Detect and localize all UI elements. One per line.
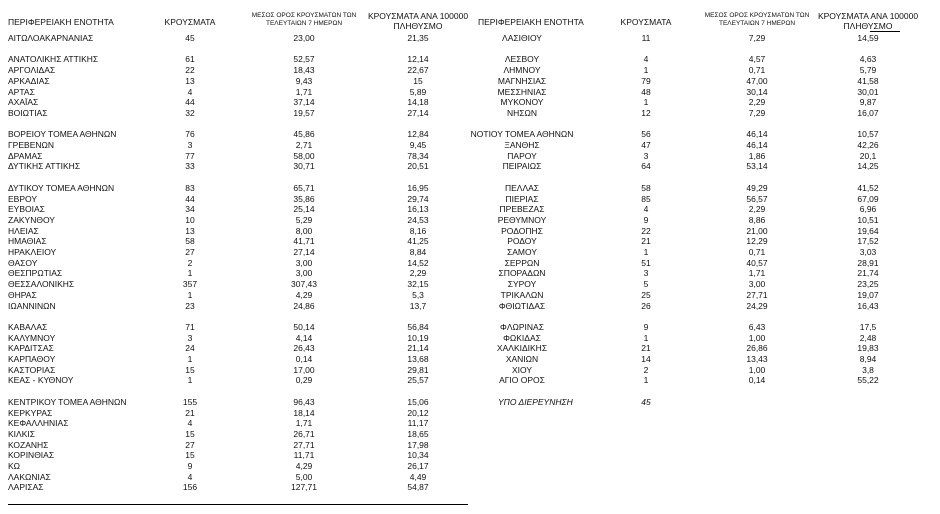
left-cases-cell: 58 bbox=[185, 236, 195, 247]
right-per-cell: 41,58 bbox=[857, 75, 879, 86]
left-cases-cell: 13 bbox=[185, 75, 195, 86]
left-region-cell: ΚΑΒΑΛΑΣ bbox=[8, 321, 48, 332]
left-per-cell: 16,13 bbox=[407, 204, 429, 215]
left-avg-cell: 0,14 bbox=[295, 354, 313, 364]
right-per-cell: 9,87 bbox=[859, 97, 877, 108]
left-avg-cell: 127,71 bbox=[291, 482, 317, 493]
right-header-region: ΠΕΡΙΦΕΡΕΙΑΚΗ ΕΝΟΤΗΤΑ bbox=[478, 17, 584, 27]
left-cases-cell: 76 bbox=[185, 129, 195, 140]
left-avg-cell: 8,00 bbox=[295, 225, 313, 236]
left-per-cell: 2,29 bbox=[409, 268, 427, 279]
right-avg-cell: 26,86 bbox=[746, 343, 768, 354]
right-region-cell: ΣΕΡΡΩΝ bbox=[504, 257, 540, 268]
left-region-cell: ΚΑΛΥΜΝΟΥ bbox=[8, 332, 56, 343]
left-avg-cell: 2,71 bbox=[295, 140, 313, 150]
left-cases-cell: 1 bbox=[187, 289, 193, 300]
left-cases-cell: 83 bbox=[185, 182, 195, 193]
left-cases-cell: 77 bbox=[185, 150, 195, 161]
left-avg-cell: 5,00 bbox=[295, 471, 313, 482]
left-per-cell: 13,7 bbox=[409, 300, 427, 311]
left-region-cell: ΚΑΣΤΟΡΙΑΣ bbox=[8, 364, 56, 375]
left-avg-cell: 1,71 bbox=[295, 86, 313, 97]
left-region-cell: ΛΑΡΙΣΑΣ bbox=[8, 482, 44, 493]
left-per-cell: 20,12 bbox=[407, 407, 429, 418]
left-per-cell: 29,74 bbox=[407, 193, 429, 204]
right-avg-cell: 6,43 bbox=[748, 321, 766, 332]
left-cases-cell: 15 bbox=[185, 450, 195, 461]
left-cases-cell: 3 bbox=[187, 140, 193, 150]
left-avg-cell: 3,00 bbox=[295, 257, 313, 268]
right-avg-cell: 53,14 bbox=[746, 161, 768, 172]
right-cases-cell: 3 bbox=[643, 150, 649, 161]
right-avg-cell: 56,57 bbox=[746, 193, 768, 204]
right-per-cell: 41,52 bbox=[857, 182, 879, 193]
left-cases-cell: 9 bbox=[187, 461, 193, 471]
right-cases-cell: 1 bbox=[643, 65, 649, 76]
right-avg-cell: 1,00 bbox=[748, 332, 766, 343]
right-avg-cell: 27,71 bbox=[746, 289, 768, 300]
right-region-cell: ΛΗΜΝΟΥ bbox=[503, 65, 541, 76]
left-per-cell: 25,57 bbox=[407, 375, 429, 386]
left-cases-cell: 27 bbox=[185, 439, 195, 450]
left-avg-cell: 4,29 bbox=[295, 461, 313, 471]
left-avg-cell: 24,86 bbox=[293, 300, 315, 311]
right-cases-cell: 58 bbox=[641, 182, 651, 193]
left-region-cell: ΘΑΣΟΥ bbox=[8, 257, 38, 268]
left-header-avg-line1: ΜΕΣΟΣ ΟΡΟΣ ΚΡΟΥΣΜΑΤΩΝ ΤΩΝ bbox=[251, 12, 357, 19]
left-cases-cell: 13 bbox=[185, 225, 195, 236]
right-avg-cell: 49,29 bbox=[746, 182, 768, 193]
right-per-cell: 28,91 bbox=[857, 257, 879, 268]
right-region-cell: ΛΑΣΙΘΙΟΥ bbox=[502, 33, 542, 43]
left-cases-cell: 15 bbox=[185, 428, 195, 439]
right-region-cell: ΑΓΙΟ ΟΡΟΣ bbox=[499, 375, 545, 386]
right-region-cell: ΣΥΡΟΥ bbox=[507, 279, 537, 290]
right-avg-cell: 2,29 bbox=[748, 204, 766, 215]
right-cases-cell: 47 bbox=[641, 140, 651, 150]
left-header-per-line1: ΚΡΟΥΣΜΑΤΑ ΑΝΑ 100000 bbox=[367, 11, 469, 21]
left-region-cell: ΔΥΤΙΚΗΣ ΑΤΤΙΚΗΣ bbox=[8, 161, 81, 172]
right-region-cell: ΧΑΝΙΩΝ bbox=[505, 354, 539, 364]
right-per-cell: 14,25 bbox=[857, 161, 879, 172]
left-per-cell: 56,84 bbox=[407, 321, 429, 332]
left-avg-cell: 17,00 bbox=[293, 364, 315, 375]
right-cases-cell: 1 bbox=[643, 332, 649, 343]
right-region-cell: ΠΙΕΡΙΑΣ bbox=[505, 193, 539, 204]
left-cases-cell: 4 bbox=[187, 86, 193, 97]
right-cases-cell: 4 bbox=[643, 204, 649, 215]
left-region-cell: ΒΟΡΕΙΟΥ ΤΟΜΕΑ ΑΘΗΝΩΝ bbox=[8, 129, 117, 140]
right-region-cell: ΞΑΝΘΗΣ bbox=[504, 140, 540, 150]
left-cases-cell: 22 bbox=[185, 65, 195, 76]
left-avg-cell: 26,71 bbox=[293, 428, 315, 439]
left-region-cell: ΑΡΤΑΣ bbox=[8, 86, 35, 97]
left-avg-cell: 52,57 bbox=[293, 54, 315, 65]
left-region-cell: ΔΥΤΙΚΟΥ ΤΟΜΕΑ ΑΘΗΝΩΝ bbox=[8, 182, 115, 193]
right-cases-cell: 51 bbox=[641, 257, 651, 268]
left-per-cell: 4,49 bbox=[409, 471, 427, 482]
left-region-cell: ΚΕΡΚΥΡΑΣ bbox=[8, 407, 53, 418]
left-avg-cell: 65,71 bbox=[293, 182, 315, 193]
left-region-cell: ΚΟΡΙΝΘΙΑΣ bbox=[8, 450, 55, 461]
left-per-cell: 21,14 bbox=[407, 343, 429, 354]
left-per-cell: 13,68 bbox=[407, 354, 429, 364]
left-region-cell: ΘΕΣΠΡΩΤΙΑΣ bbox=[8, 268, 63, 279]
left-avg-cell: 18,43 bbox=[293, 65, 315, 76]
left-avg-cell: 11,71 bbox=[293, 450, 315, 461]
left-region-cell: ΘΗΡΑΣ bbox=[8, 289, 37, 300]
left-avg-cell: 37,14 bbox=[293, 97, 315, 108]
left-region-cell: ΙΩΑΝΝΙΝΩΝ bbox=[8, 300, 56, 311]
left-per-cell: 32,15 bbox=[407, 279, 429, 290]
left-region-cell: ΑΙΤΩΛΟΑΚΑΡΝΑΝΙΑΣ bbox=[8, 33, 94, 43]
right-per-cell: 6,96 bbox=[859, 204, 877, 215]
right-avg-cell: 30,14 bbox=[746, 86, 768, 97]
right-avg-cell: 46,14 bbox=[746, 129, 768, 140]
left-region-cell: ΚΕΝΤΡΙΚΟΥ ΤΟΜΕΑ ΑΘΗΝΩΝ bbox=[8, 396, 127, 407]
left-cases-cell: 3 bbox=[187, 332, 193, 343]
left-cases-cell: 21 bbox=[185, 407, 195, 418]
left-region-cell: ΚΑΡΠΑΘΟΥ bbox=[8, 354, 56, 364]
right-avg-cell: 2,29 bbox=[748, 97, 766, 108]
right-cases-cell: 79 bbox=[641, 75, 651, 86]
right-avg-cell: 4,57 bbox=[748, 54, 766, 65]
left-avg-cell: 23,00 bbox=[293, 33, 315, 43]
left-avg-cell: 18,14 bbox=[293, 407, 315, 418]
left-cases-cell: 44 bbox=[185, 97, 195, 108]
left-region-cell: ΛΑΚΩΝΙΑΣ bbox=[8, 471, 51, 482]
left-region-cell: ΑΧΑΪΑΣ bbox=[8, 97, 39, 108]
left-avg-cell: 50,14 bbox=[293, 321, 315, 332]
right-cases-cell: 5 bbox=[643, 279, 649, 290]
left-cases-cell: 33 bbox=[185, 161, 195, 172]
left-cases-cell: 44 bbox=[185, 193, 195, 204]
right-avg-cell: 47,00 bbox=[746, 75, 768, 86]
left-region-cell: ΚΑΡΔΙΤΣΑΣ bbox=[8, 343, 54, 354]
right-cases-cell: 48 bbox=[641, 86, 651, 97]
left-region-cell: ΑΡΚΑΔΙΑΣ bbox=[8, 75, 50, 86]
left-avg-cell: 307,43 bbox=[291, 279, 317, 290]
left-avg-cell: 27,14 bbox=[293, 247, 315, 257]
right-per-cell: 19,07 bbox=[857, 289, 879, 300]
left-per-cell: 20,51 bbox=[407, 161, 429, 172]
left-region-cell: ΕΒΡΟΥ bbox=[8, 193, 38, 204]
header-underline bbox=[870, 31, 900, 32]
left-region-cell: ΘΕΣΣΑΛΟΝΙΚΗΣ bbox=[8, 279, 75, 290]
right-region-cell: ΦΛΩΡΙΝΑΣ bbox=[500, 321, 544, 332]
right-region-cell: ΥΠΟ ΔΙΕΡΕΥΝΗΣΗ bbox=[498, 396, 573, 407]
right-cases-cell: 22 bbox=[641, 225, 651, 236]
left-avg-cell: 4,29 bbox=[295, 289, 313, 300]
left-avg-cell: 35,86 bbox=[293, 193, 315, 204]
left-avg-cell: 30,71 bbox=[293, 161, 315, 172]
right-cases-cell: 85 bbox=[641, 193, 651, 204]
left-cases-cell: 71 bbox=[185, 321, 195, 332]
left-per-cell: 15 bbox=[413, 75, 423, 86]
right-header-per-line1: ΚΡΟΥΣΜΑΤΑ ΑΝΑ 100000 bbox=[817, 11, 919, 21]
right-per-cell: 16,43 bbox=[857, 300, 879, 311]
left-avg-cell: 25,14 bbox=[293, 204, 315, 215]
right-per-cell: 19,83 bbox=[857, 343, 879, 354]
right-region-cell: ΝΟΤΙΟΥ ΤΟΜΕΑ ΑΘΗΝΩΝ bbox=[470, 129, 574, 140]
left-region-cell: ΗΜΑΘΙΑΣ bbox=[8, 236, 47, 247]
left-region-cell: ΒΟΙΩΤΙΑΣ bbox=[8, 107, 48, 118]
left-cases-cell: 34 bbox=[185, 204, 195, 215]
left-region-cell: ΚΕΦΑΛΛΗΝΙΑΣ bbox=[8, 418, 69, 429]
left-cases-cell: 15 bbox=[185, 364, 195, 375]
right-region-cell: ΤΡΙΚΑΛΩΝ bbox=[500, 289, 544, 300]
right-header-avg-line1: ΜΕΣΟΣ ΟΡΟΣ ΚΡΟΥΣΜΑΤΩΝ ΤΩΝ bbox=[704, 12, 810, 19]
left-header-region: ΠΕΡΙΦΕΡΕΙΑΚΗ ΕΝΟΤΗΤΑ bbox=[8, 17, 114, 27]
left-avg-cell: 0,29 bbox=[295, 375, 313, 386]
left-per-cell: 9,45 bbox=[409, 140, 427, 150]
left-cases-cell: 1 bbox=[187, 375, 193, 386]
right-avg-cell: 7,29 bbox=[748, 33, 766, 43]
left-region-cell: ΗΛΕΙΑΣ bbox=[8, 225, 39, 236]
right-region-cell: ΠΕΛΛΑΣ bbox=[504, 182, 540, 193]
right-cases-cell: 1 bbox=[643, 97, 649, 108]
right-per-cell: 8,94 bbox=[859, 354, 877, 364]
left-per-cell: 12,84 bbox=[407, 129, 429, 140]
left-per-cell: 8,84 bbox=[409, 247, 427, 257]
right-cases-cell: 4 bbox=[643, 54, 649, 65]
right-region-cell: ΧΙΟΥ bbox=[511, 364, 533, 375]
right-cases-cell: 26 bbox=[641, 300, 651, 311]
left-avg-cell: 26,43 bbox=[293, 343, 315, 354]
right-region-cell: ΠΑΡΟΥ bbox=[507, 150, 537, 161]
left-header-cases: ΚΡΟΥΣΜΑΤΑ bbox=[164, 17, 216, 27]
right-cases-cell: 14 bbox=[641, 354, 651, 364]
left-avg-cell: 4,14 bbox=[295, 332, 313, 343]
right-cases-cell: 2 bbox=[643, 364, 649, 375]
left-region-cell: ΚΟΖΑΝΗΣ bbox=[8, 439, 49, 450]
right-per-cell: 3,8 bbox=[862, 364, 874, 375]
left-region-cell: ΓΡΕΒΕΝΩΝ bbox=[8, 140, 54, 150]
right-per-cell: 10,51 bbox=[857, 214, 879, 225]
left-region-cell: ΑΝΑΤΟΛΙΚΗΣ ΑΤΤΙΚΗΣ bbox=[8, 54, 99, 65]
right-avg-cell: 3,00 bbox=[748, 279, 766, 290]
left-per-cell: 41,25 bbox=[407, 236, 429, 247]
right-per-cell: 4,63 bbox=[859, 54, 877, 65]
left-region-cell: ΕΥΒΟΙΑΣ bbox=[8, 204, 45, 215]
left-per-cell: 22,67 bbox=[407, 65, 429, 76]
right-cases-cell: 1 bbox=[643, 247, 649, 257]
right-per-cell: 23,25 bbox=[857, 279, 879, 290]
left-per-cell: 21,35 bbox=[407, 33, 429, 43]
right-header-cases: ΚΡΟΥΣΜΑΤΑ bbox=[620, 17, 672, 27]
right-avg-cell: 1,86 bbox=[748, 150, 766, 161]
left-avg-cell: 19,57 bbox=[293, 107, 315, 118]
right-per-cell: 21,74 bbox=[857, 268, 879, 279]
left-per-cell: 54,87 bbox=[407, 482, 429, 493]
left-region-cell: ΚΙΛΚΙΣ bbox=[8, 428, 35, 439]
left-cases-cell: 61 bbox=[185, 54, 195, 65]
left-cases-cell: 4 bbox=[187, 471, 193, 482]
bottom-rule bbox=[8, 504, 468, 505]
right-header-avg-line2: ΤΕΛΕΥΤΑΙΩΝ 7 ΗΜΕΡΩΝ bbox=[718, 20, 796, 27]
right-cases-cell: 11 bbox=[641, 33, 651, 43]
left-per-cell: 15,06 bbox=[407, 396, 429, 407]
right-avg-cell: 8,86 bbox=[748, 214, 766, 225]
left-avg-cell: 41,71 bbox=[293, 236, 315, 247]
right-avg-cell: 24,29 bbox=[746, 300, 768, 311]
left-per-cell: 14,18 bbox=[407, 97, 429, 108]
right-per-cell: 55,22 bbox=[857, 375, 879, 386]
right-cases-cell: 3 bbox=[643, 268, 649, 279]
left-per-cell: 5,89 bbox=[409, 86, 427, 97]
right-per-cell: 10,57 bbox=[857, 129, 879, 140]
right-avg-cell: 0,71 bbox=[748, 247, 766, 257]
right-avg-cell: 46,14 bbox=[746, 140, 768, 150]
left-region-cell: ΚΕΑΣ - ΚΥΘΝΟΥ bbox=[8, 375, 74, 386]
right-avg-cell: 12,29 bbox=[746, 236, 768, 247]
right-per-cell: 17,52 bbox=[857, 236, 879, 247]
right-cases-cell: 25 bbox=[641, 289, 651, 300]
left-per-cell: 27,14 bbox=[407, 107, 429, 118]
left-avg-cell: 96,43 bbox=[293, 396, 315, 407]
right-region-cell: ΦΩΚΙΔΑΣ bbox=[503, 332, 541, 343]
left-per-cell: 78,34 bbox=[407, 150, 429, 161]
left-header-avg-line2: ΤΕΛΕΥΤΑΙΩΝ 7 ΗΜΕΡΩΝ bbox=[265, 20, 343, 27]
right-per-cell: 2,48 bbox=[859, 332, 877, 343]
left-cases-cell: 4 bbox=[187, 418, 193, 429]
left-per-cell: 24,53 bbox=[407, 214, 429, 225]
right-cases-cell: 21 bbox=[641, 343, 651, 354]
left-avg-cell: 5,29 bbox=[295, 214, 313, 225]
right-avg-cell: 7,29 bbox=[748, 107, 766, 118]
right-per-cell: 67,09 bbox=[857, 193, 879, 204]
left-avg-cell: 27,71 bbox=[293, 439, 315, 450]
right-avg-cell: 0,71 bbox=[748, 65, 766, 76]
left-region-cell: ΖΑΚΥΝΘΟΥ bbox=[8, 214, 55, 225]
left-per-cell: 10,34 bbox=[407, 450, 429, 461]
right-region-cell: ΜΑΓΝΗΣΙΑΣ bbox=[497, 75, 547, 86]
right-header-per-line2: ΠΛΗΘΥΣΜΟ bbox=[843, 21, 893, 31]
left-avg-cell: 1,71 bbox=[295, 418, 313, 429]
left-cases-cell: 10 bbox=[185, 214, 195, 225]
left-cases-cell: 23 bbox=[185, 300, 195, 311]
right-region-cell: ΠΡΕΒΕΖΑΣ bbox=[499, 204, 545, 215]
right-per-cell: 14,59 bbox=[857, 33, 879, 43]
left-per-cell: 8,16 bbox=[409, 225, 427, 236]
right-per-cell: 30,01 bbox=[857, 86, 879, 97]
left-avg-cell: 9,43 bbox=[295, 75, 313, 86]
right-avg-cell: 13,43 bbox=[746, 354, 768, 364]
right-region-cell: ΜΕΣΣΗΝΙΑΣ bbox=[497, 86, 547, 97]
left-cases-cell: 156 bbox=[182, 482, 198, 493]
left-region-cell: ΑΡΓΟΛΙΔΑΣ bbox=[8, 65, 56, 76]
left-avg-cell: 45,86 bbox=[293, 129, 315, 140]
left-avg-cell: 3,00 bbox=[295, 268, 313, 279]
left-per-cell: 14,52 bbox=[407, 257, 429, 268]
right-region-cell: ΧΑΛΚΙΔΙΚΗΣ bbox=[496, 343, 548, 354]
right-avg-cell: 21,00 bbox=[746, 225, 768, 236]
right-per-cell: 19,64 bbox=[857, 225, 879, 236]
left-per-cell: 17,98 bbox=[407, 439, 429, 450]
right-avg-cell: 1,00 bbox=[748, 364, 766, 375]
right-cases-cell: 64 bbox=[641, 161, 651, 172]
left-header-per-line2: ΠΛΗΘΥΣΜΟ bbox=[393, 21, 443, 31]
left-region-cell: ΔΡΑΜΑΣ bbox=[8, 150, 43, 161]
right-region-cell: ΠΕΙΡΑΙΩΣ bbox=[502, 161, 542, 172]
left-cases-cell: 1 bbox=[187, 268, 193, 279]
right-cases-cell: 45 bbox=[641, 396, 651, 407]
left-region-cell: ΗΡΑΚΛΕΙΟΥ bbox=[8, 247, 57, 257]
left-cases-cell: 32 bbox=[185, 107, 195, 118]
left-cases-cell: 27 bbox=[185, 247, 195, 257]
right-cases-cell: 56 bbox=[641, 129, 651, 140]
right-per-cell: 17,5 bbox=[859, 321, 877, 332]
right-per-cell: 16,07 bbox=[857, 107, 879, 118]
left-per-cell: 26,17 bbox=[407, 461, 429, 471]
right-region-cell: ΛΕΣΒΟΥ bbox=[504, 54, 540, 65]
right-region-cell: ΣΑΜΟΥ bbox=[506, 247, 538, 257]
right-cases-cell: 21 bbox=[641, 236, 651, 247]
left-avg-cell: 58,00 bbox=[293, 150, 315, 161]
left-per-cell: 5,3 bbox=[412, 289, 424, 300]
left-per-cell: 18,65 bbox=[407, 428, 429, 439]
right-region-cell: ΝΗΣΩΝ bbox=[506, 107, 538, 118]
left-cases-cell: 45 bbox=[185, 33, 195, 43]
right-avg-cell: 0,14 bbox=[748, 375, 766, 386]
right-cases-cell: 9 bbox=[643, 214, 649, 225]
left-region-cell: ΚΩ bbox=[8, 461, 21, 471]
left-per-cell: 16,95 bbox=[407, 182, 429, 193]
left-per-cell: 11,17 bbox=[407, 418, 429, 429]
right-cases-cell: 1 bbox=[643, 375, 649, 386]
right-avg-cell: 40,57 bbox=[746, 257, 768, 268]
right-region-cell: ΡΟΔΟΠΗΣ bbox=[501, 225, 543, 236]
left-per-cell: 10,19 bbox=[407, 332, 429, 343]
left-cases-cell: 357 bbox=[182, 279, 198, 290]
right-region-cell: ΡΟΔΟΥ bbox=[507, 236, 537, 247]
right-region-cell: ΡΕΘΥΜΝΟΥ bbox=[497, 214, 547, 225]
right-per-cell: 20,1 bbox=[859, 150, 877, 161]
right-region-cell: ΣΠΟΡΑΔΩΝ bbox=[498, 268, 546, 279]
right-per-cell: 5,79 bbox=[859, 65, 877, 76]
left-cases-cell: 155 bbox=[182, 396, 198, 407]
right-cases-cell: 9 bbox=[643, 321, 649, 332]
left-per-cell: 12,14 bbox=[407, 54, 429, 65]
left-per-cell: 29,81 bbox=[407, 364, 429, 375]
right-per-cell: 42,26 bbox=[857, 140, 879, 150]
left-cases-cell: 24 bbox=[185, 343, 195, 354]
left-cases-cell: 1 bbox=[187, 354, 193, 364]
right-region-cell: ΜΥΚΟΝΟΥ bbox=[500, 97, 544, 108]
right-cases-cell: 12 bbox=[641, 107, 651, 118]
right-per-cell: 3,03 bbox=[859, 247, 877, 257]
right-avg-cell: 1,71 bbox=[748, 268, 766, 279]
left-cases-cell: 2 bbox=[187, 257, 193, 268]
right-region-cell: ΦΘΙΩΤΙΔΑΣ bbox=[498, 300, 546, 311]
